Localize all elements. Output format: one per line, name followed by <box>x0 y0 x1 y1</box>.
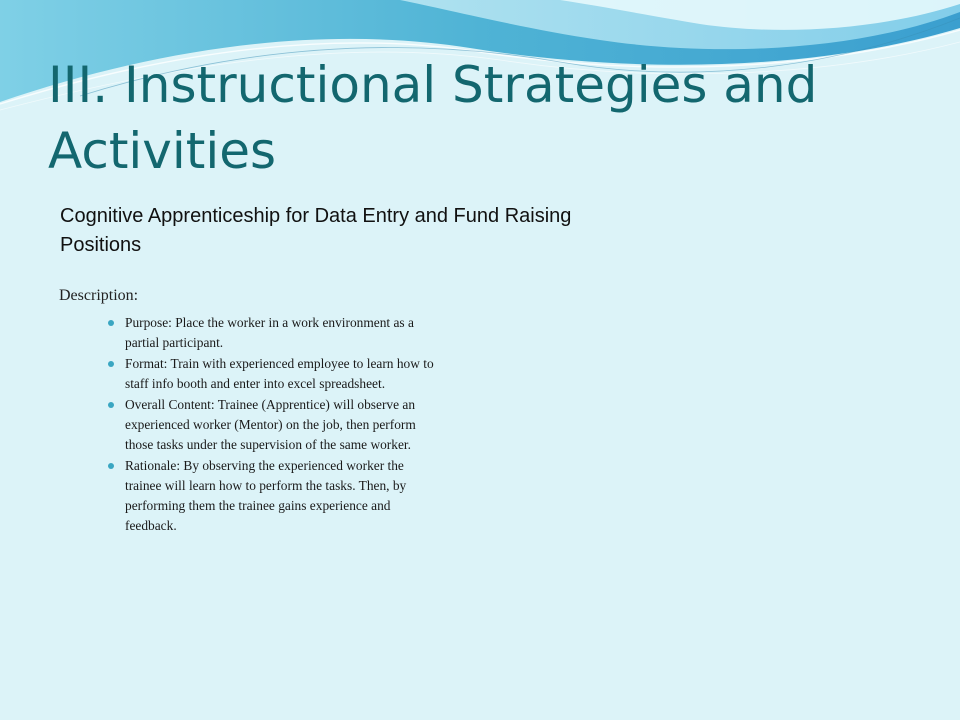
bullet-rationale <box>107 456 442 536</box>
bullet-text: Purpose: Place the worker in a work environment as a partial participant. <box>125 315 414 350</box>
slide-subtitle: Cognitive Apprenticeship for Data Entry and Fund Raising Positions <box>60 205 572 256</box>
bullet-dot-icon <box>108 361 114 367</box>
bullet-text: Overall Content: Trainee (Apprentice) will observe an experienced worker (Mentor) on the job, then perform those tasks under the supervision of the same worker. <box>125 397 416 452</box>
bullet-dot-icon <box>108 320 114 326</box>
description-bullet-list <box>107 313 442 537</box>
bullet-purpose <box>107 313 442 353</box>
slide-title: III. Instructional Strategies and Activities <box>48 56 818 180</box>
bullet-text: Format: Train with experienced employee to learn how to staff info booth and enter into excel spreadsheet. <box>125 356 434 391</box>
bullet-dot-icon <box>108 463 114 469</box>
bullet-dot-icon <box>108 402 114 408</box>
description-heading: Description: <box>59 287 139 304</box>
bullet-format <box>107 354 442 394</box>
bullet-text: Rationale: By observing the experienced worker the trainee will learn how to perform the tasks. Then, by performing them the trainee gains experience and feedback. <box>125 458 407 533</box>
bullet-overall-content <box>107 395 442 455</box>
